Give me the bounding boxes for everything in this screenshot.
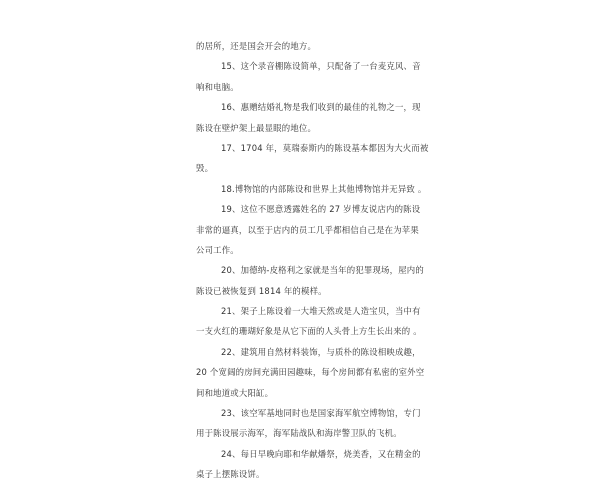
text-line: 用于陈设展示海军，海军陆战队和海岸警卫队的飞机。 [196, 428, 402, 439]
text-line: 21、架子上陈设着一大堆天然或是人造宝贝，当中有 [221, 306, 421, 317]
text-line: 18.博物馆的内部陈设和世界上其他博物馆并无异致 。 [221, 183, 427, 194]
text-line: 16、惠赠结婚礼物是我们收到的最佳的礼物之一，现 [221, 102, 421, 113]
text-line: 毁。 [196, 163, 214, 174]
text-line: 的居所，还是国会开会的地方。 [196, 41, 317, 51]
text-line: 响和电脑。 [196, 81, 239, 92]
text-line: 非常的逼真，以至于店内的员工几乎都相信自己是在为苹果 [196, 224, 419, 235]
text-line: 陈设已被恢复到 1814 年的模样。 [196, 285, 327, 296]
text-line: 20、加德纳-皮格利之家就是当年的犯罪现场，屋内的 [221, 265, 424, 276]
text-line: 23、该空军基地同时也是国家海军航空博物馆，专门 [221, 408, 421, 419]
text-line: 22、建筑用自然材料装饰，与质朴的陈设相映成趣， [221, 346, 421, 357]
text-line: 24、每日早晚向耶和华献燔祭，烧美香，又在精金的 [221, 448, 421, 459]
document-body [196, 36, 429, 485]
text-line: 15、这个录音棚陈设简单，只配备了一台麦克风、音 [221, 61, 421, 72]
text-line: 20 个宽阔的房间充满田园趣味，每个房间都有私密的室外空 [196, 367, 425, 378]
text-line: 陈设在壁炉架上最显眼的地位。 [196, 122, 317, 133]
text-line: 公司工作。 [196, 244, 239, 255]
text-line: 桌子上摆陈设饼。 [196, 469, 265, 480]
text-line: 17、1704 年，莫瑞泰斯内的陈设基本都因为大火而被 [221, 142, 429, 153]
text-line: 间和地道或大阳缸。 [196, 387, 274, 398]
text-line: 一支火红的珊瑚好象是从它下面的人头骨上方生长出来的 。 [196, 326, 422, 337]
text-line: 19、这位不愿意透露姓名的 27 岁博友说店内的陈设 [221, 204, 421, 215]
